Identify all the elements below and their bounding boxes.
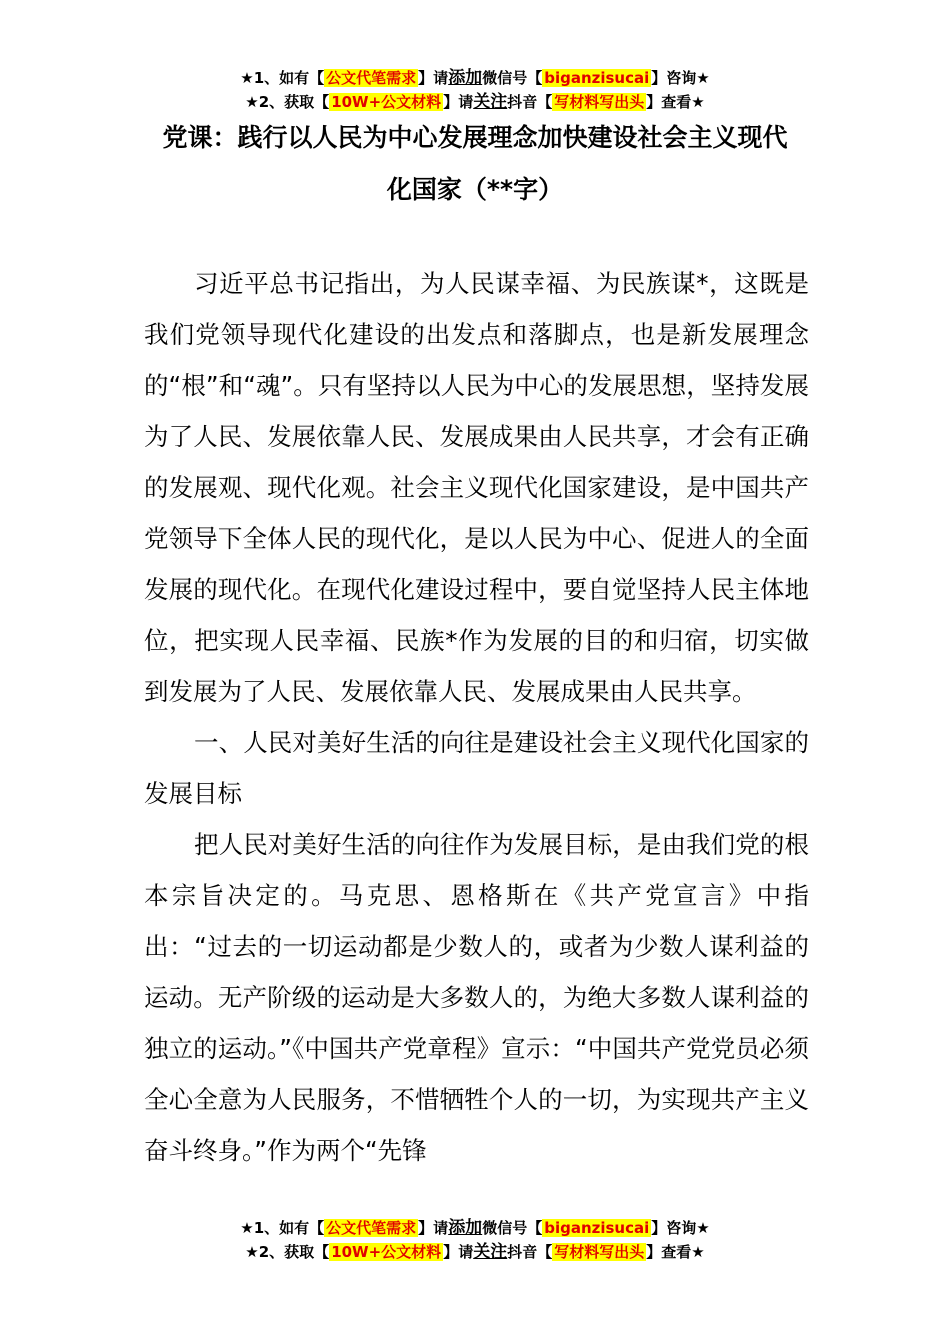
banner-text: 】查看★: [646, 93, 705, 111]
banner-text: 】请: [443, 93, 474, 111]
highlight-materials: 10W+公文材料: [331, 93, 442, 111]
banner-emphasis: 关注: [473, 92, 508, 112]
banner-line-2: [0, 1240, 950, 1264]
banner-text: 】请: [443, 1243, 474, 1261]
banner-text: ★2、获取【: [245, 1243, 330, 1261]
banner-text: 微信号【: [482, 1219, 543, 1237]
highlight-wechat-id: biganzisucai: [544, 1219, 650, 1237]
banner-text: 】查看★: [646, 1243, 705, 1261]
banner-emphasis: 添加: [448, 68, 483, 88]
highlight-service: 公文代笔需求: [326, 69, 417, 87]
banner-line-1: [0, 1216, 950, 1240]
highlight-materials: 10W+公文材料: [331, 1243, 442, 1261]
banner-text: 】咨询★: [651, 69, 710, 87]
banner-emphasis: 添加: [448, 1218, 483, 1238]
footer-banner: [0, 1216, 950, 1264]
header-banner: [0, 66, 950, 114]
highlight-service: 公文代笔需求: [326, 1219, 417, 1237]
banner-text: 】请: [418, 69, 449, 87]
banner-text: ★1、如有【: [240, 1219, 325, 1237]
banner-text: 】请: [418, 1219, 449, 1237]
banner-text: ★2、获取【: [245, 93, 330, 111]
document-title-line-2: 化国家（**字）: [386, 175, 564, 204]
paragraph-section-1: 把人民对美好生活的向往作为发展目标，是由我们党的根本宗旨决定的。马克思、恩格斯在《共产党宣言》中指出：“过去的一切运动都是少数人的，或者为少数人谋利益的运动。无产阶级的运动是大多数人的，为绝大多数人谋利益的独立的运动。”《中国共产党章程》宣示：“中国共产党党员必须全心全意为人民服务，不惜牺牲个人的一切，为实现共产主义奋斗终身。”作为两个“先锋: [144, 830, 809, 1165]
highlight-wechat-id: biganzisucai: [544, 69, 650, 87]
banner-line-2: [0, 90, 950, 114]
paragraph-intro: 习近平总书记指出，为人民谋幸福、为民族谋*，这既是我们党领导现代化建设的出发点和落脚点，也是新发展理念的“根”和“魂”。只有坚持以人民为中心的发展思想，坚持发展为了人民、发展依靠人民、发展成果由人民共享，才会有正确的发展观、现代化观。社会主义现代化国家建设，是中国共产党领导下全体人民的现代化，是以人民为中心、促进人的全面发展的现代化。在现代化建设过程中，要自觉坚持人民主体地位，把实现人民幸福、民族*作为发展的目的和归宿，切实做到发展为了人民、发展依靠人民、发展成果由人民共享。: [144, 269, 809, 706]
banner-emphasis: 关注: [473, 1242, 508, 1262]
banner-text: 抖音【: [507, 93, 553, 111]
banner-line-1: [0, 66, 950, 90]
banner-text: 抖音【: [507, 1243, 553, 1261]
banner-text: 微信号【: [482, 69, 543, 87]
section-heading-1: 一、人民对美好生活的向往是建设社会主义现代化国家的发展目标: [144, 728, 809, 808]
document-body: [144, 258, 809, 1176]
highlight-douyin: 写材料写出头: [554, 93, 645, 111]
document-title-line-1: 党课：践行以人民为中心发展理念加快建设社会主义现代: [162, 123, 788, 152]
highlight-douyin: 写材料写出头: [554, 1243, 645, 1261]
banner-text: 】咨询★: [651, 1219, 710, 1237]
banner-text: ★1、如有【: [240, 69, 325, 87]
